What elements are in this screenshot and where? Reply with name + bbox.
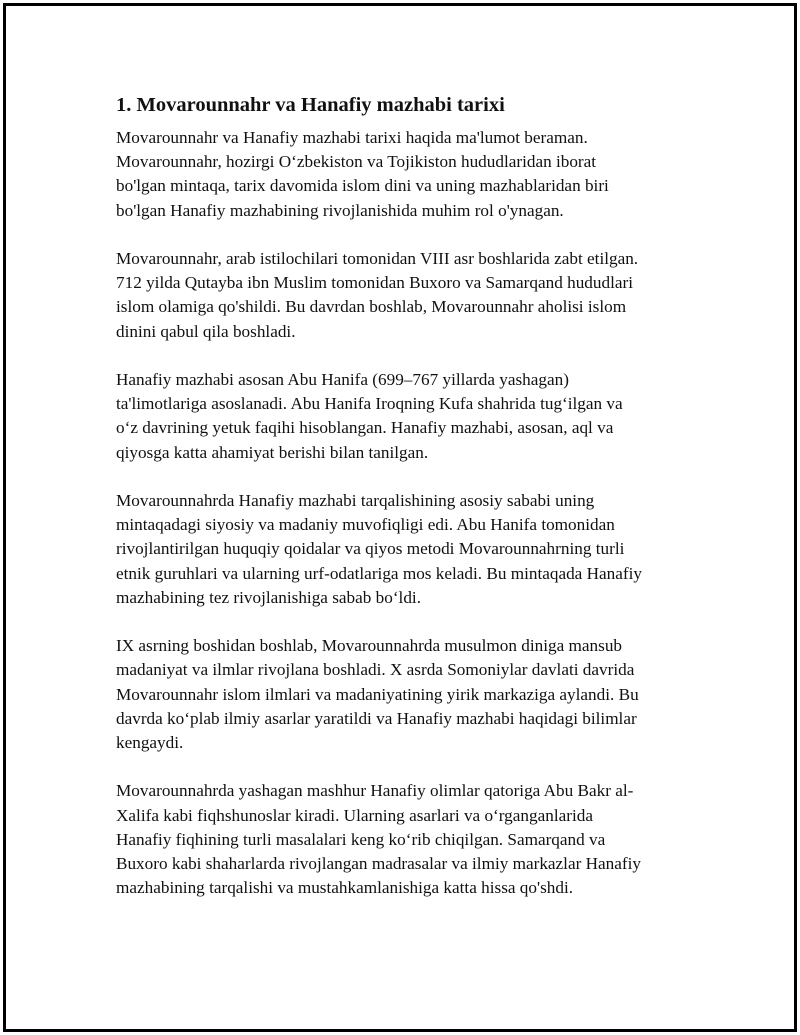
text-line: rivojlantirilgan huquqiy qoidalar va qiyos metodi Movarounnahrning turli (116, 539, 625, 559)
text-line: Movarounnahr va Hanafiy mazhabi tarixi haqida ma'lumot beraman. (116, 128, 588, 147)
paragraph-6 (116, 779, 686, 900)
text-line: ta'limotlariga asoslanadi. Abu Hanifa Iroqning Kufa shahrida tug‘ilgan va (116, 394, 623, 414)
paragraph-5 (116, 634, 686, 755)
section-title: 1. Movarounnahr va Hanafiy mazhabi tarixi (116, 94, 505, 116)
text-line: Movarounnahr, hozirgi O‘zbekiston va Tojikiston hududlaridan iborat (116, 152, 597, 172)
text-line: mazhabining tarqalishi va mustahkamlanishiga katta hissa qo'shdi. (116, 878, 574, 898)
text-line: o‘z davrining yetuk faqihi hisoblangan. Hanafiy mazhabi, asosan, aql va (116, 418, 614, 438)
text-line: Hanafiy fiqhining turli masalalari keng ko‘rib chiqilgan. Samarqand va (116, 829, 606, 849)
paragraph-3 (116, 368, 686, 465)
text-line: IX asrning boshidan boshlab, Movarounnahrda musulmon diniga mansub (116, 636, 623, 656)
text-line: islom olamiga qo'shildi. Bu davrdan boshlab, Movarounnahr aholisi islom (116, 297, 627, 317)
document-body (116, 92, 686, 925)
text-line: dinini qabul qila boshladi. (116, 321, 296, 341)
text-line: Xalifa kabi fiqhshunoslar kiradi. Ularning asarlari va o‘rganganlarida (116, 805, 593, 825)
text-line: bo'lgan mintaqa, tarix davomida islom dini va uning mazhablaridan biri (116, 176, 609, 196)
text-line: mintaqadagi siyosiy va madaniy muvofiqligi edi. Abu Hanifa tomonidan (116, 515, 615, 535)
text-line: Movarounnahrda yashagan mashhur Hanafiy olimlar qatoriga Abu Bakr al- (116, 781, 634, 801)
text-line: Movarounnahr, arab istilochilari tomonidan VIII asr boshlarida zabt etilgan. (116, 249, 639, 268)
text-line: Hanafiy mazhabi asosan Abu Hanifa (699–767 yillarda yashagan) (116, 370, 569, 389)
text-line: kengaydi. (116, 733, 184, 753)
text-line: Movarounnahr islom ilmlari va madaniyatining yirik markaziga aylandi. Bu (116, 684, 639, 704)
text-line: qiyosga katta ahamiyat berishi bilan tanilgan. (116, 442, 429, 462)
text-line: davrda ko‘plab ilmiy asarlar yaratildi va Hanafiy mazhabi haqidagi bilimlar (116, 708, 637, 728)
text-line: Buxoro kabi shaharlarda rivojlangan madrasalar va ilmiy markazlar Hanafiy (116, 854, 641, 874)
text-line: etnik guruhlari va ularning urf-odatlariga mos keladi. Bu mintaqada Hanafiy (116, 563, 642, 583)
text-line: Movarounnahrda Hanafiy mazhabi tarqalishining asosiy sababi uning (116, 491, 595, 510)
paragraph-2 (116, 247, 686, 344)
text-line: bo'lgan Hanafiy mazhabining rivojlanishida muhim rol o'ynagan. (116, 200, 564, 220)
paragraph-1 (116, 126, 686, 223)
text-line: mazhabining tez rivojlanishiga sabab bo‘ldi. (116, 587, 421, 607)
paragraph-4 (116, 489, 686, 610)
text-line: madaniyat va ilmlar rivojlana boshladi. X asrda Somoniylar davlati davrida (116, 660, 635, 680)
text-line: 712 yilda Qutayba ibn Muslim tomonidan Buxoro va Samarqand hududlari (116, 273, 633, 293)
